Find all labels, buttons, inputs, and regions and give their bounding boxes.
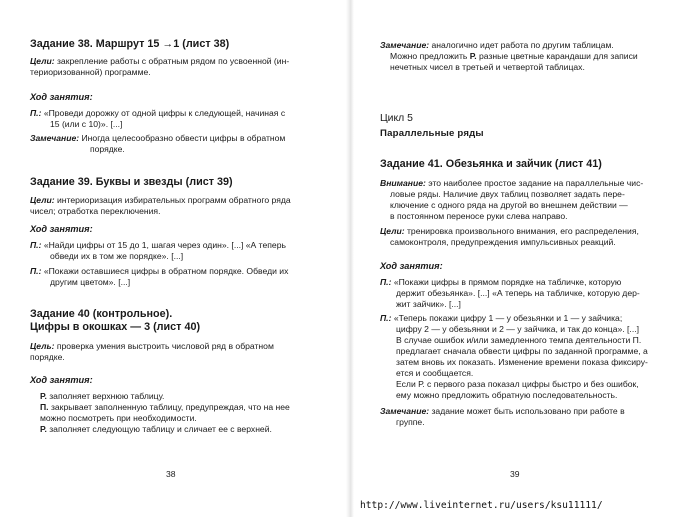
task-39-goal: Цели: интериоризация избирательных программ обратного ряда чисел; отработка переключения. xyxy=(30,195,291,216)
task-41-attention: Внимание: это наиболее простое задание на параллельные чис- ловые ряды. Наличие двух таблиц позволяет задать пере- ключение с одного ряда на другой во внешнем действии — в постоянном переносе руки слева направо. xyxy=(380,178,644,221)
arrow-right-icon: → xyxy=(162,38,174,50)
task-38-title: Задание 38. Маршрут 15 →1 (лист 38) xyxy=(30,38,230,50)
task-40-step-3: Р. заполняет следующую таблицу и сличает ее с верхней. xyxy=(40,424,272,434)
task-41-progress-heading: Ход занятия: xyxy=(380,261,443,271)
task-38-goal: Цели: закрепление работы с обратным рядом по усвоенной (ин- териоризованной) программе. xyxy=(30,56,290,77)
task-40-goal: Цель: проверка умения выстроить числовой ряд в обратном порядке. xyxy=(30,341,274,362)
task-41-instruction-2: П.: «Теперь покажи цифру 1 — у обезьянки и 1 — у зайчика; цифру 2 — у обезьянки и 2 — у зайчика, и так до конца». [...] В случае ошибок и/или замедленного темпа деятельности П. предлагает сначала обвести цифры по заданной программе, а затем вновь их показать. Изменение времени показа фиксиру- ется и сообщается. Если Р. с первого раза показал цифры быстро и без ошибок, ему можно предложить обратную последовательность. xyxy=(380,313,648,400)
task-40-title: Задание 40 (контрольное). Цифры в окошках — 3 (лист 40) xyxy=(30,308,201,333)
task-38-instruction: П.: «Проведи дорожку от одной цифры к следующей, начиная с 15 (или с 10)». [...] xyxy=(30,108,286,129)
page-number-left: 38 xyxy=(166,469,176,479)
task-39-progress-heading: Ход занятия: xyxy=(30,224,93,234)
task-40-progress-heading: Ход занятия: xyxy=(30,375,93,385)
source-url-footer: http://www.liveinternet.ru/users/ksu11111/ xyxy=(360,500,603,511)
task-38-progress-heading: Ход занятия: xyxy=(30,92,93,102)
task-40-step-2: П. закрывает заполненную таблицу, предупреждая, что на нее xyxy=(40,402,290,412)
task-39-instruction-1: П.: «Найди цифры от 15 до 1, шагая через один». [...] «А теперь обведи их в том же порядке». [...] xyxy=(30,240,286,261)
note-top: Замечание: аналогично идет работа по другим таблицам. Можно предложить Р. разные цветные карандаши для записи нечетных чисел в третьей и четвертой таблицах. xyxy=(380,40,638,72)
task-39-instruction-2: П.: «Покажи оставшиеся цифры в обратном порядке. Обведи их другим цветом». [...] xyxy=(30,266,289,287)
task-40-step-1: Р. заполняет верхнюю таблицу. xyxy=(40,391,165,401)
task-41-instruction-1: П.: «Покажи цифры в прямом порядке на табличке, которую держит обезьянка». [...] «А теперь на табличке, которую дер- жит зайчик». [...] xyxy=(380,277,640,309)
task-38-note: Замечание: Иногда целесообразно обвести цифры в обратном порядке. xyxy=(30,133,286,154)
task-39-title: Задание 39. Буквы и звезды (лист 39) xyxy=(30,176,233,188)
task-41-goal: Цели: тренировка произвольного внимания, его распределения, самоконтроля, предупреждения импульсивных реакций. xyxy=(380,226,639,247)
task-40-steps: Р. заполняет верхнюю таблицу. П. закрывает заполненную таблицу, предупреждая, что на нее можно посмотреть при необходимости. Р. заполняет следующую таблицу и сличает ее с верхней. xyxy=(40,391,290,434)
task-41-title: Задание 41. Обезьянка и зайчик (лист 41) xyxy=(380,158,602,170)
section-heading: Параллельные ряды xyxy=(380,128,484,139)
right-page xyxy=(350,0,699,517)
task-41-note: Замечание: задание может быть использовано при работе в группе. xyxy=(380,406,625,427)
page-number-right: 39 xyxy=(510,469,520,479)
cycle-heading: Цикл 5 xyxy=(380,113,413,124)
